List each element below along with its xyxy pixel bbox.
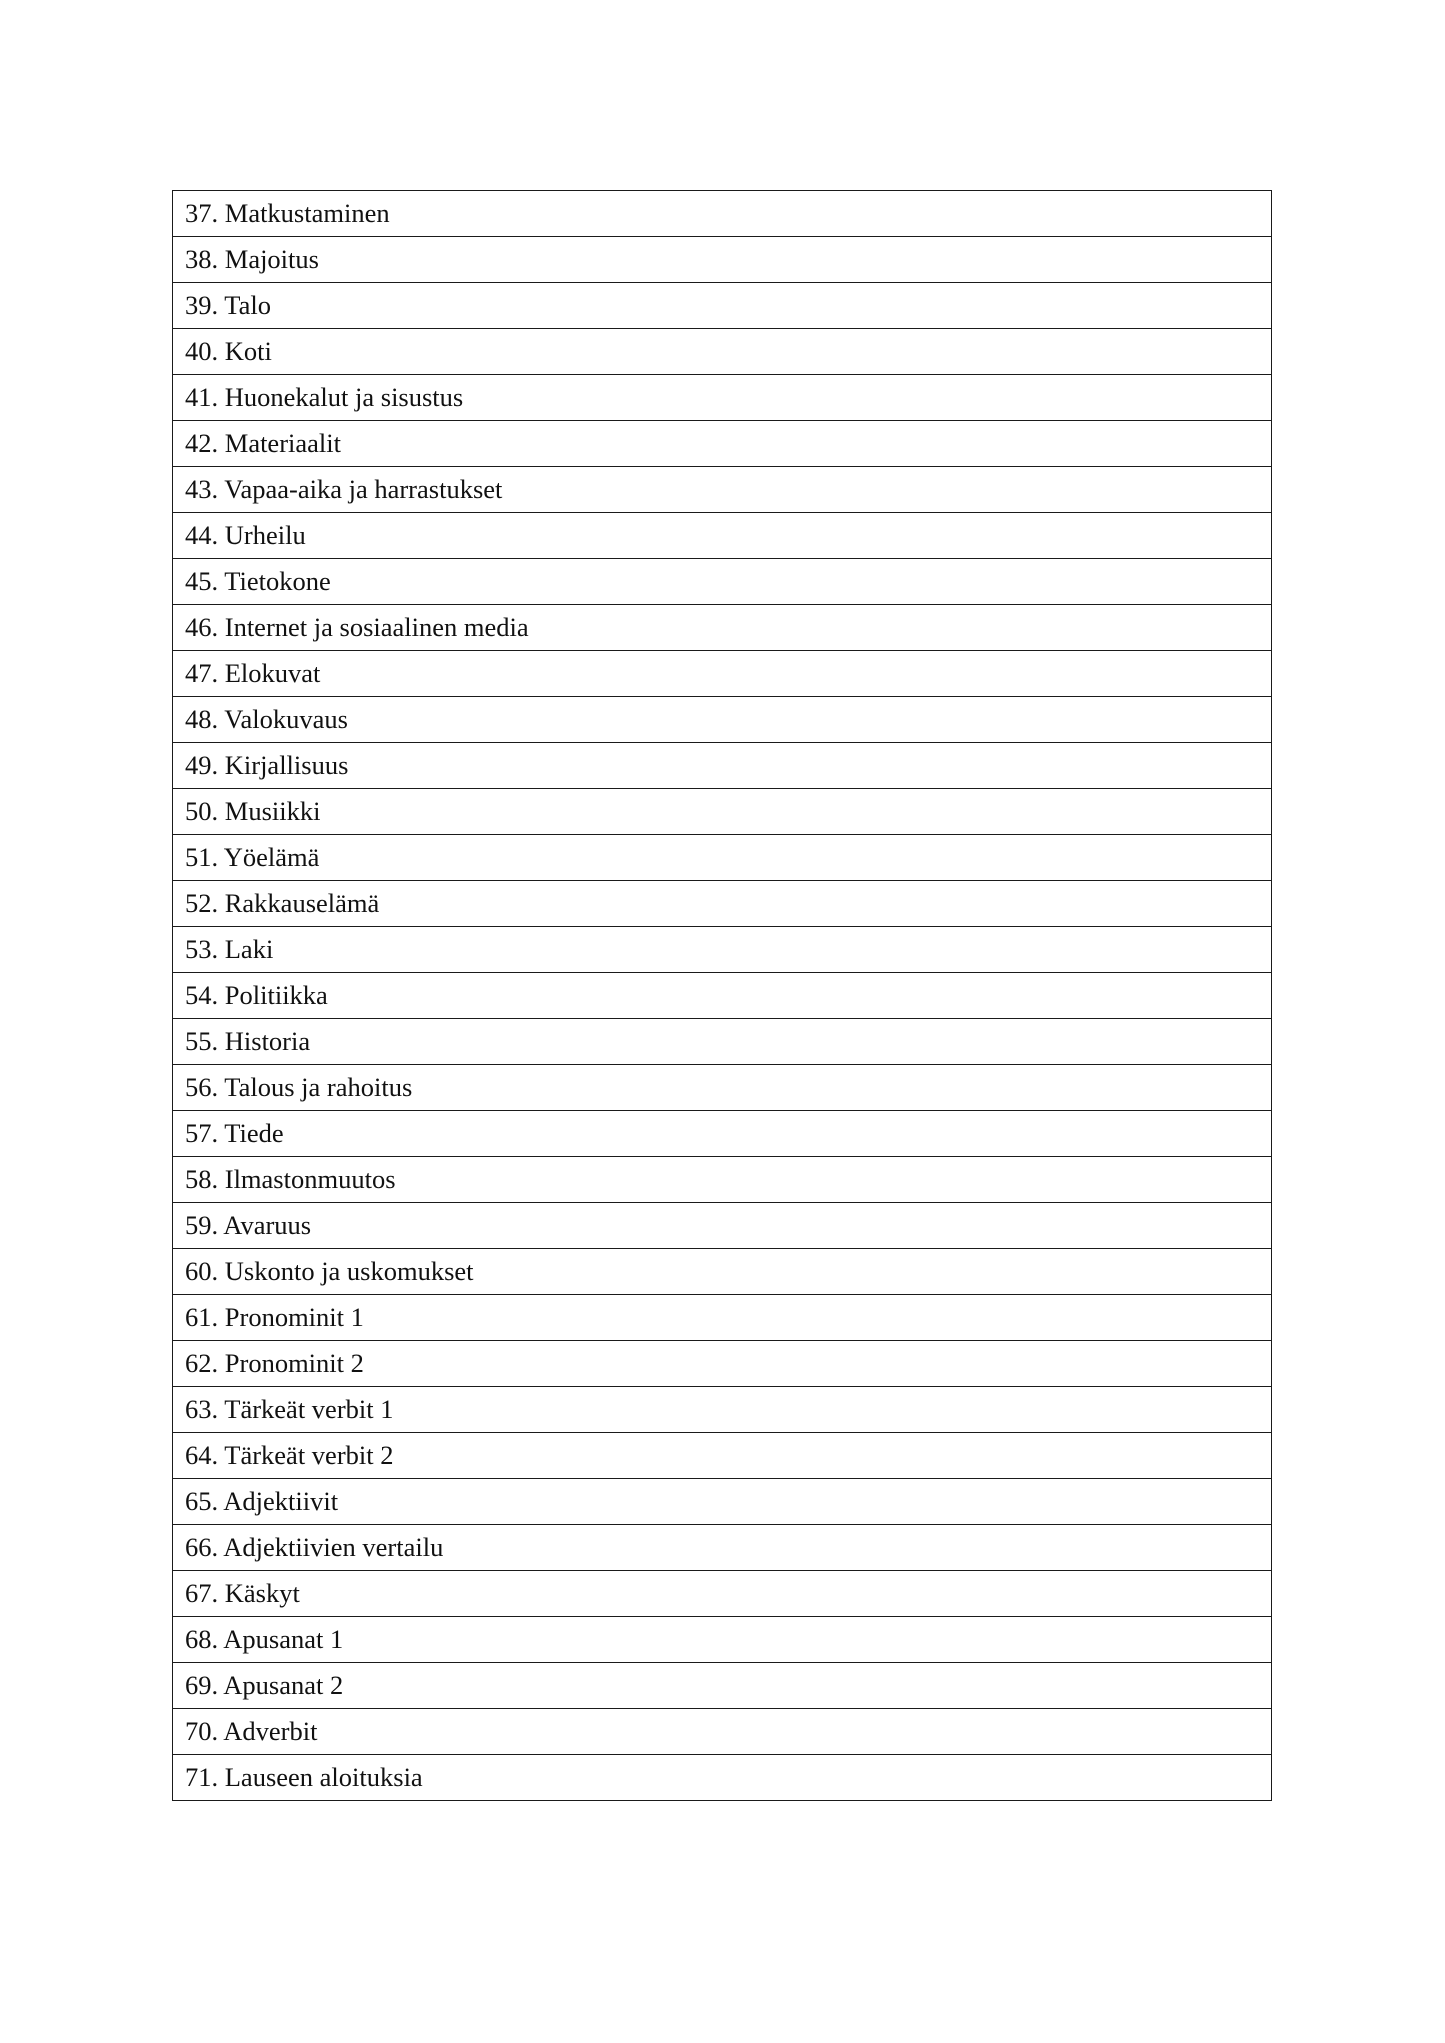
table-row xyxy=(173,1709,1272,1755)
contents-entry: 70. Adverbit xyxy=(173,1709,1272,1755)
table-row xyxy=(173,881,1272,927)
table-row xyxy=(173,283,1272,329)
table-row xyxy=(173,237,1272,283)
contents-entry: 58. Ilmastonmuutos xyxy=(173,1157,1272,1203)
table-row xyxy=(173,1479,1272,1525)
table-row xyxy=(173,1433,1272,1479)
contents-table xyxy=(172,190,1272,1801)
table-row xyxy=(173,1065,1272,1111)
table-row xyxy=(173,467,1272,513)
contents-entry: 42. Materiaalit xyxy=(173,421,1272,467)
table-row xyxy=(173,1387,1272,1433)
table-row xyxy=(173,1157,1272,1203)
contents-entry: 48. Valokuvaus xyxy=(173,697,1272,743)
contents-entry: 67. Käskyt xyxy=(173,1571,1272,1617)
contents-entry: 65. Adjektiivit xyxy=(173,1479,1272,1525)
contents-entry: 43. Vapaa-aika ja harrastukset xyxy=(173,467,1272,513)
table-row xyxy=(173,1755,1272,1801)
contents-entry: 53. Laki xyxy=(173,927,1272,973)
contents-entry: 64. Tärkeät verbit 2 xyxy=(173,1433,1272,1479)
table-row xyxy=(173,1663,1272,1709)
table-row xyxy=(173,973,1272,1019)
table-row xyxy=(173,605,1272,651)
table-row xyxy=(173,1571,1272,1617)
table-row xyxy=(173,1341,1272,1387)
table-row xyxy=(173,1111,1272,1157)
contents-entry: 44. Urheilu xyxy=(173,513,1272,559)
table-row xyxy=(173,1295,1272,1341)
table-row xyxy=(173,651,1272,697)
contents-entry: 69. Apusanat 2 xyxy=(173,1663,1272,1709)
contents-entry: 40. Koti xyxy=(173,329,1272,375)
contents-entry: 37. Matkustaminen xyxy=(173,191,1272,237)
contents-entry: 60. Uskonto ja uskomukset xyxy=(173,1249,1272,1295)
table-row xyxy=(173,513,1272,559)
contents-entry: 45. Tietokone xyxy=(173,559,1272,605)
table-row xyxy=(173,835,1272,881)
contents-entry: 38. Majoitus xyxy=(173,237,1272,283)
contents-entry: 71. Lauseen aloituksia xyxy=(173,1755,1272,1801)
table-row xyxy=(173,1617,1272,1663)
contents-entry: 57. Tiede xyxy=(173,1111,1272,1157)
table-row xyxy=(173,191,1272,237)
contents-entry: 68. Apusanat 1 xyxy=(173,1617,1272,1663)
contents-entry: 47. Elokuvat xyxy=(173,651,1272,697)
contents-entry: 61. Pronominit 1 xyxy=(173,1295,1272,1341)
contents-entry: 63. Tärkeät verbit 1 xyxy=(173,1387,1272,1433)
contents-entry: 51. Yöelämä xyxy=(173,835,1272,881)
table-row xyxy=(173,1203,1272,1249)
table-row xyxy=(173,697,1272,743)
contents-entry: 62. Pronominit 2 xyxy=(173,1341,1272,1387)
contents-entry: 49. Kirjallisuus xyxy=(173,743,1272,789)
contents-entry: 55. Historia xyxy=(173,1019,1272,1065)
table-row xyxy=(173,329,1272,375)
contents-entry: 39. Talo xyxy=(173,283,1272,329)
contents-entry: 56. Talous ja rahoitus xyxy=(173,1065,1272,1111)
contents-entry: 50. Musiikki xyxy=(173,789,1272,835)
contents-entry: 54. Politiikka xyxy=(173,973,1272,1019)
table-row xyxy=(173,789,1272,835)
contents-entry: 41. Huonekalut ja sisustus xyxy=(173,375,1272,421)
table-row xyxy=(173,1019,1272,1065)
table-row xyxy=(173,927,1272,973)
contents-table-body xyxy=(173,191,1272,1801)
contents-entry: 59. Avaruus xyxy=(173,1203,1272,1249)
table-row xyxy=(173,1525,1272,1571)
contents-entry: 66. Adjektiivien vertailu xyxy=(173,1525,1272,1571)
table-row xyxy=(173,375,1272,421)
table-row xyxy=(173,1249,1272,1295)
contents-entry: 46. Internet ja sosiaalinen media xyxy=(173,605,1272,651)
table-row xyxy=(173,559,1272,605)
contents-entry: 52. Rakkauselämä xyxy=(173,881,1272,927)
table-row xyxy=(173,421,1272,467)
table-row xyxy=(173,743,1272,789)
